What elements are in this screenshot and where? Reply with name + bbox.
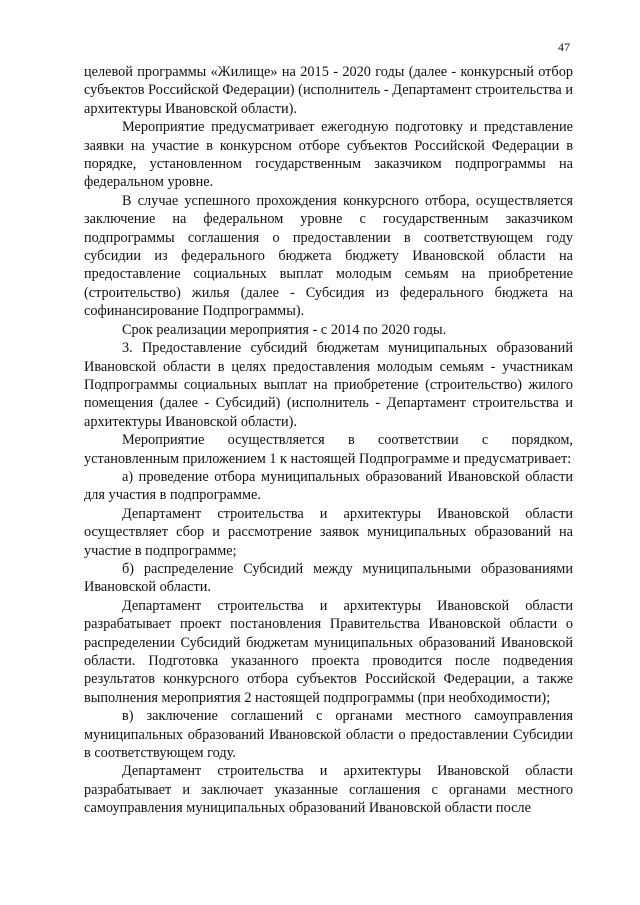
paragraph-continuation: целевой программы «Жилище» на 2015 - 2020 годы (далее - конкурсный отбор субъектов Российской Федерации) (исполнитель - Департамент строительства и архитектуры Ивановской области). xyxy=(84,64,573,117)
paragraph-implementation-period: Срок реализации мероприятия - с 2014 по 2020 годы. xyxy=(122,321,447,338)
paragraph-measure-description: Мероприятие предусматривает ежегодную подготовку и представление заявки на участие в конкурсном отборе субъектов Российской Федерации в порядке, установленном государственным заказчиком подпрограммы на федеральном уровне. xyxy=(84,119,573,191)
paragraph-subitem-b: б) распределение Субсидий между муниципальными образованиями Ивановской области. xyxy=(84,560,573,596)
page-number: 47 xyxy=(558,40,570,54)
paragraph-application-collection: Департамент строительства и архитектуры Ивановской области осуществляет сбор и рассмотрение заявок муниципальных образований на участие в подпрограмме; xyxy=(84,505,573,559)
paragraph-successful-selection: В случае успешного прохождения конкурсного отбора, осуществляется заключение на федеральном уровне с государственным заказчиком подпрограммы соглашения о предоставлении в соответствующем году субсидии из федерального бюджета бюджету Ивановской области на предоставление социальных выплат молодым семьям на приобретение (строительство) жилья (далее - Субсидия из федерального бюджета на софинансирование Подпрограммы). xyxy=(84,192,573,320)
paragraph-agreements: Департамент строительства и архитектуры Ивановской области разрабатывает и заключает указанные соглашения с органами местного самоуправления муниципальных образований Ивановской области после xyxy=(84,763,573,817)
paragraph-subitem-a: а) проведение отбора муниципальных образований Ивановской области для участия в подпрограмме. xyxy=(84,468,573,504)
paragraph-item-3: 3. Предоставление субсидий бюджетам муниципальных образований Ивановской области в целях предоставления молодым семьям - участникам Подпрограммы социальных выплат на приобретение (строительство) жилого помещения (далее - Субсидий) (исполнитель - Департамент строительства и архитектуры Ивановской области). xyxy=(84,340,573,430)
paragraph-measure-procedure: Мероприятие осуществляется в соответствии с порядком, установленным приложением 1 к настоящей Подпрограмме и предусматривает: xyxy=(84,432,573,467)
paragraph-draft-resolution: Департамент строительства и архитектуры Ивановской области разрабатывает проект постановления Правительства Ивановской области о распределении Субсидий бюджетам муниципальных образований Ивановской области. Подготовка указанного проекта проводится после подведения результатов конкурсного отбора субъектов Российской Федерации, а также выполнения мероприятия 2 настоящей подпрограммы (при необходимости); xyxy=(84,597,573,706)
document-body xyxy=(84,63,573,818)
paragraph-subitem-c: в) заключение соглашений с органами местного самоуправления муниципальных образований Ивановской области о предоставлении Субсидии в соответствующем году. xyxy=(84,708,573,762)
